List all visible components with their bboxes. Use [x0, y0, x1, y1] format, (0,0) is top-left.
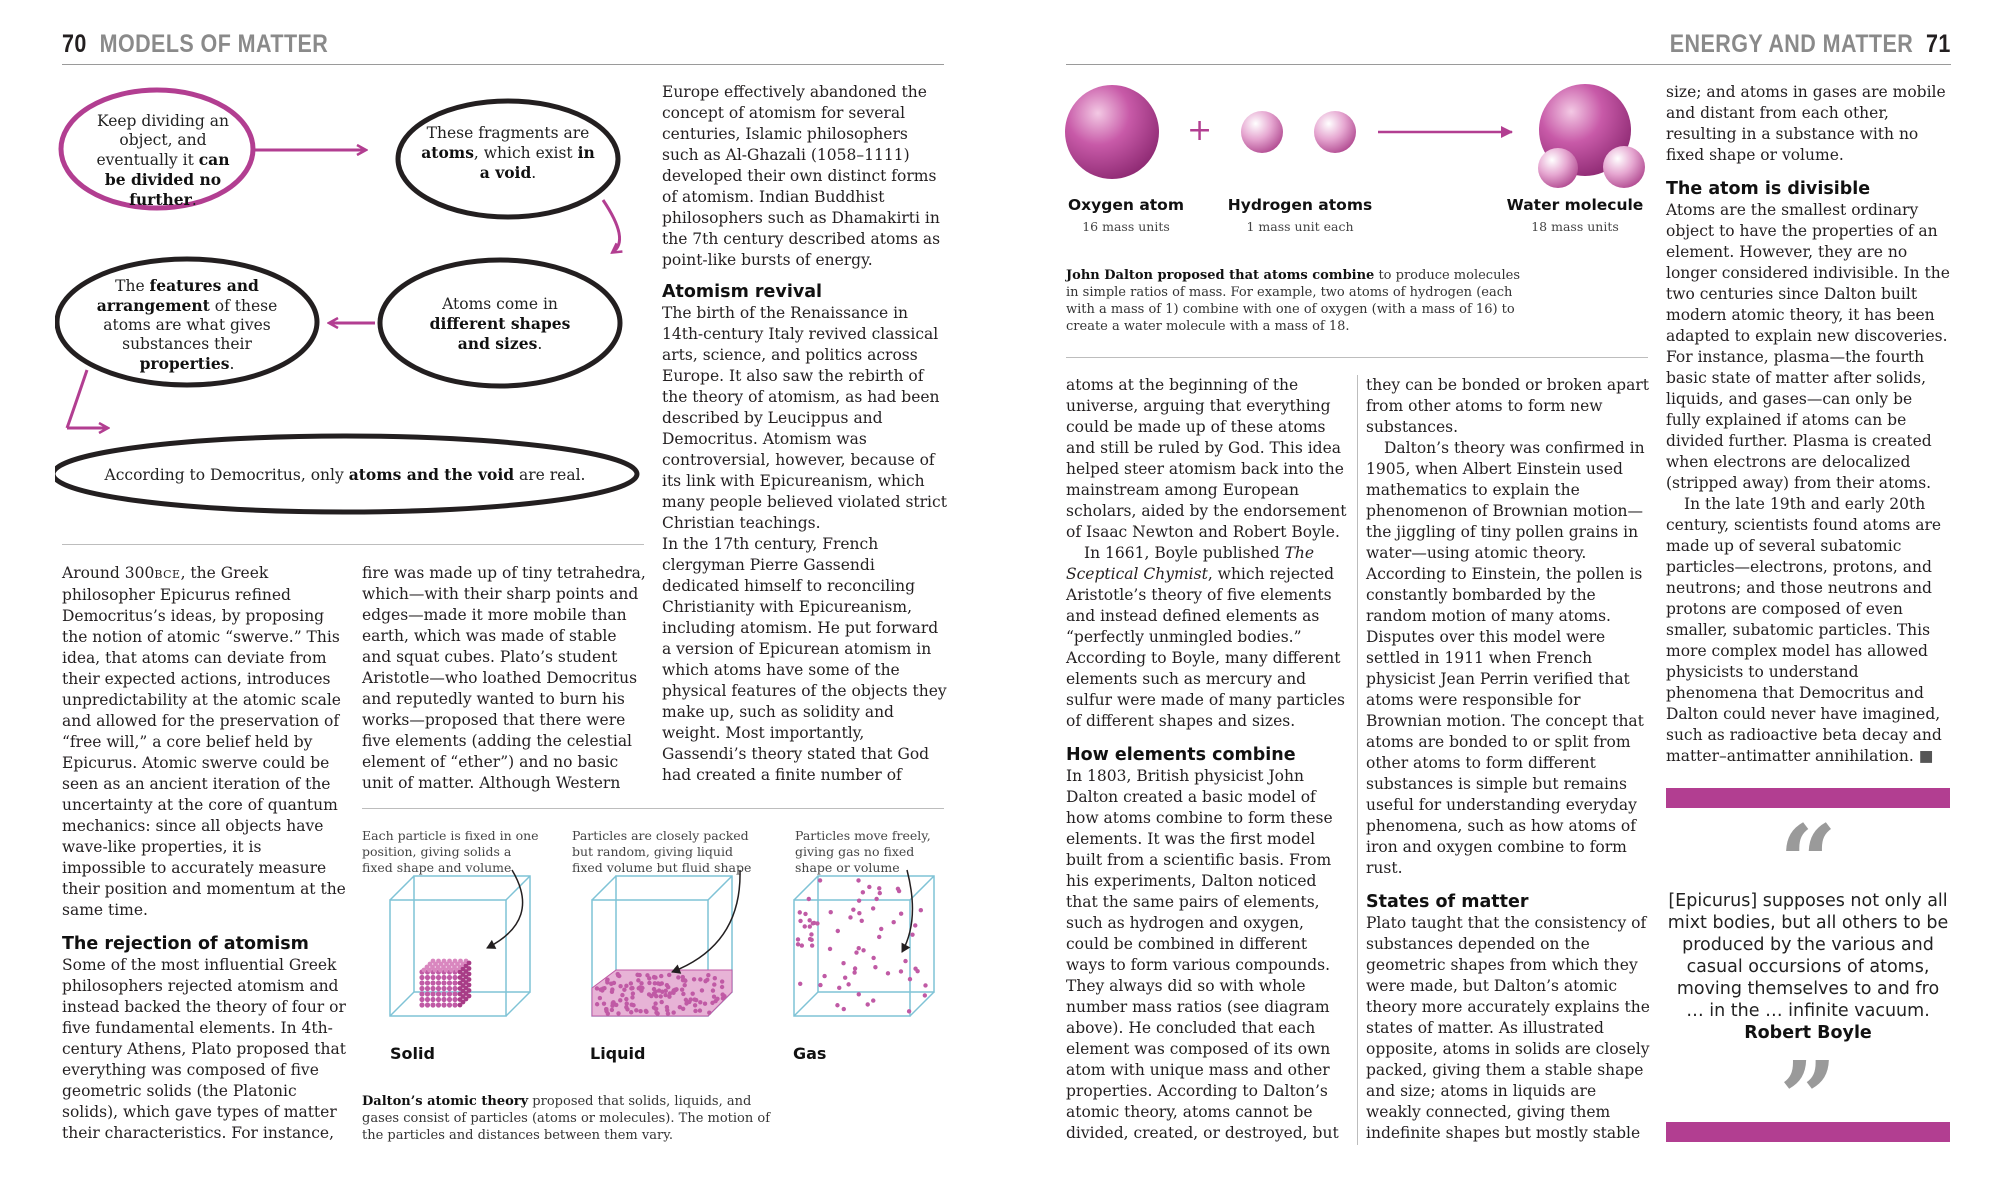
particle: [610, 987, 614, 991]
particle: [851, 907, 855, 911]
particle: [441, 991, 446, 996]
particle: [611, 1000, 615, 1004]
particle: [419, 997, 424, 1002]
particle: [693, 1003, 697, 1007]
page-header-right: [1670, 30, 1951, 59]
paragraph: Plato taught that the consistency of substances depended on the geometric shapes from which they were made, but Dalton’s atomic theory more accurately explains the states of matter. As illustrated opposite, atoms in solids are closely packed, giving them a stable shape and size; atoms in liquids are weakly connected, giving them indefinite shapes but mostly stable: [1366, 914, 1650, 1142]
particle: [625, 1001, 629, 1005]
particle: [688, 997, 692, 1001]
page-number-right: 71: [1926, 30, 1951, 58]
particle: [808, 937, 812, 941]
liquid-note: Particles are closely packed but random, giving liquid fixed volume but fluid shape: [572, 828, 752, 875]
particle: [634, 1008, 638, 1012]
particle: [676, 975, 680, 979]
particle: [818, 983, 822, 987]
particle: [798, 910, 802, 914]
particle: [815, 921, 819, 925]
particle: [891, 920, 895, 924]
flow-bubble-3-text: The features and arrangement of these atoms are what gives substances their properties.: [96, 276, 278, 373]
particle: [692, 997, 696, 1001]
paragraph: fire was made up of tiny tetrahedra, which—with their sharp points and edges—made it more mobile than earth, which was made of stable and squat cubes. Plato’s student Aristotle—who loathed Democritus and reputedly wanted to burn his works—proposed that there were five elements (adding the celestial element of “ether”) and no basic unit of matter. Although Western: [362, 564, 646, 792]
particle: [856, 878, 860, 882]
hydrogen-mass: 1 mass unit each: [1246, 219, 1354, 234]
particle: [447, 1002, 452, 1007]
particle: [467, 994, 472, 999]
particle: [803, 912, 807, 916]
particle: [430, 980, 435, 985]
particle: [857, 911, 861, 915]
particle: [629, 1002, 633, 1006]
particle: [452, 1002, 457, 1007]
particle: [857, 898, 861, 902]
particle: [807, 897, 811, 901]
particle: [810, 943, 814, 947]
particle: [638, 985, 642, 989]
particle: [655, 1011, 659, 1015]
particle: [441, 975, 446, 980]
particle: [886, 971, 890, 975]
particle: [419, 980, 424, 985]
particle: [712, 982, 716, 986]
particle: [867, 885, 871, 889]
particle: [595, 986, 599, 990]
particle: [913, 923, 917, 927]
liquid-note-arrow: [672, 870, 740, 972]
body-column-3: [662, 82, 947, 786]
particle: [674, 987, 678, 991]
particle: [811, 921, 815, 925]
particle: [843, 975, 847, 979]
oxygen-atom: [1065, 85, 1159, 179]
paragraph: atoms at the beginning of the universe, arguing that everything could be made up of these atoms and still be ruled by God. This idea helped steer atomism back into the mainstream among European scholars, aided by the endorsement of Isaac Newton and Robert Boyle.: [1066, 376, 1347, 541]
particle: [703, 1002, 707, 1006]
particle: [631, 991, 635, 995]
flow-arrow-2: [603, 200, 620, 252]
water-hydrogen-2: [1603, 146, 1645, 188]
particle: [720, 992, 724, 996]
particle: [808, 924, 812, 928]
particle: [653, 1006, 657, 1010]
particle: [436, 991, 441, 996]
particle: [683, 979, 687, 983]
particle: [630, 995, 634, 999]
particle: [907, 1009, 911, 1013]
particle: [447, 986, 452, 991]
header-rule-left: [62, 64, 944, 65]
particle: [467, 988, 472, 993]
gas-container: [794, 876, 934, 1016]
particle: [419, 991, 424, 996]
particle: [671, 1010, 675, 1014]
particle: [873, 965, 877, 969]
water-hydrogen-1: [1538, 148, 1578, 188]
particle: [822, 974, 826, 978]
particle: [698, 1000, 702, 1004]
column-divider: [1357, 375, 1358, 1145]
particle: [616, 1011, 620, 1015]
gas-note-arrow: [902, 870, 912, 952]
particle: [467, 966, 472, 971]
particle: [681, 992, 685, 996]
particle: [624, 997, 628, 1001]
particle: [861, 948, 865, 952]
particle: [436, 980, 441, 985]
particle: [835, 1003, 839, 1007]
particle: [629, 981, 633, 985]
particle: [796, 942, 800, 946]
particle: [720, 985, 724, 989]
particle: [659, 974, 663, 978]
particle: [682, 983, 686, 987]
particle: [447, 980, 452, 985]
paragraph: Around 300BCE, the Greek philosopher Epicurus refined Democritus’s ideas, by proposing the notion of atomic “swerve.” This idea, that atoms can deviate from their expected actions, introduces unpredictability at the atomic scale and allowed for the preservation of “free will,” a core belief held by Epicurus. Atomic swerve could be seen as an ancient iteration of the uncertainty at the core of quantum mechanics: since all objects have wave-like properties, it is impossible to accurately measure their position and momentum at the same time.: [62, 564, 346, 919]
particle: [690, 991, 694, 995]
flow-bubble-5-text: According to Democritus, only atoms and the void are real.: [104, 465, 586, 484]
particle: [710, 1001, 714, 1005]
body-column-4: [1066, 375, 1351, 1144]
solid-particles: [419, 959, 471, 1008]
particle: [854, 950, 858, 954]
particle: [707, 1011, 711, 1015]
particle: [846, 982, 850, 986]
particle: [430, 986, 435, 991]
subheading-states-of-matter: States of matter: [1366, 892, 1529, 912]
end-mark: ■: [1918, 747, 1934, 765]
particle: [653, 1001, 657, 1005]
particle: [647, 992, 651, 996]
particle: [857, 946, 861, 950]
particle: [441, 1002, 446, 1007]
particle: [606, 1011, 610, 1015]
particle: [598, 996, 602, 1000]
particle: [692, 977, 696, 981]
particle: [910, 932, 914, 936]
particle: [419, 986, 424, 991]
particle: [871, 998, 875, 1002]
particle: [452, 975, 457, 980]
body-column-2: [362, 563, 647, 794]
particle: [828, 947, 832, 951]
particle: [658, 982, 662, 986]
hydrogen-atom-2: [1314, 111, 1356, 153]
particle: [436, 975, 441, 980]
particle: [903, 959, 907, 963]
solid-note: Each particle is fixed in one position, giving solids a fixed shape and volume: [362, 828, 539, 875]
flow-arrow-4: [67, 370, 87, 428]
particle: [660, 990, 664, 994]
header-rule-right: [1066, 64, 1951, 65]
particle: [652, 975, 656, 979]
paragraph: Atoms are the smallest ordinary object to have the properties of an element. However, they are no longer considered indivisible. In the two centuries since Dalton built modern atomic theory, it has been adapted to explain new discoveries. For instance, plasma—the fourth basic state of matter after solids, liquids, and gases—can only be fully explained if atoms can be divided further. Plasma is created when electrons are delocalized (stripped away) from their atoms.: [1666, 201, 1950, 492]
particle: [698, 1008, 702, 1012]
particle: [425, 1002, 430, 1007]
particle: [441, 980, 446, 985]
particle: [647, 981, 651, 985]
quote-bar-top: [1666, 788, 1950, 808]
flow-bubble-1-text: Keep dividing an object, and eventually it can be divided no further.: [96, 112, 230, 209]
particle: [644, 1009, 648, 1013]
particle: [796, 937, 800, 941]
particle: [666, 1011, 670, 1015]
particle: [879, 927, 883, 931]
particle: [604, 1007, 608, 1011]
particle: [807, 918, 811, 922]
water-molecule-illustration: [1060, 80, 1660, 200]
particle: [654, 994, 658, 998]
subheading-rejection: The rejection of atomism: [62, 934, 309, 954]
particle: [874, 897, 878, 901]
particle: [638, 1009, 642, 1013]
particle: [637, 973, 641, 977]
gas-label: Gas: [793, 1044, 827, 1063]
particle: [595, 1002, 599, 1006]
hydrogen-label: Hydrogen atoms: [1227, 196, 1373, 214]
paragraph: In 1661, Boyle published The Sceptical Chymist, which rejected Aristotle’s theory of five elements and instead defined elements as “perfectly unmingled bodies.” According to Boyle, many different elements such as mercury and sulfur were made of many particles of different shapes and sizes.: [1066, 544, 1345, 730]
flow-bubble-4-text: Atoms come in different shapes and sizes.: [429, 295, 571, 353]
water-label: Water molecule: [1506, 196, 1644, 214]
particle: [720, 979, 724, 983]
water-mass: 18 mass units: [1531, 219, 1619, 234]
subheading-atom-divisible: The atom is divisible: [1666, 179, 1871, 199]
particle: [837, 986, 841, 990]
particle: [447, 991, 452, 996]
particle: [622, 988, 626, 992]
molecule-rule: [1066, 357, 1648, 358]
particle: [842, 1007, 846, 1011]
particle: [425, 991, 430, 996]
particle: [848, 915, 852, 919]
oxygen-label: Oxygen atom: [1068, 196, 1184, 214]
solid-label: Solid: [390, 1044, 435, 1063]
particle: [853, 966, 857, 970]
particle: [713, 976, 717, 980]
particle: [425, 997, 430, 1002]
pull-quote: [1666, 890, 1950, 1044]
particle: [711, 988, 715, 992]
particle: [841, 961, 845, 965]
particle: [598, 987, 602, 991]
particle: [467, 983, 472, 988]
paragraph: Some of the most influential Greek philosophers rejected atomism and instead backed the theory of four or five fundamental elements. In 4th-century Athens, Plato proposed that everything was composed of five geometric solids (the Platonic solids), which gave types of matter their characteristics. For instance,: [62, 956, 346, 1142]
particle: [430, 975, 435, 980]
particle: [899, 912, 903, 916]
particle: [829, 910, 833, 914]
particle: [818, 878, 822, 882]
particle: [680, 987, 684, 991]
particle: [436, 1002, 441, 1007]
particle: [452, 980, 457, 985]
particle: [605, 977, 609, 981]
particle: [721, 996, 725, 1000]
particle: [899, 969, 903, 973]
particle: [612, 981, 616, 985]
particle: [809, 932, 813, 936]
particle: [919, 908, 923, 912]
particle: [645, 973, 649, 977]
particle: [803, 924, 807, 928]
particle: [659, 994, 663, 998]
oxygen-mass: 16 mass units: [1082, 219, 1170, 234]
paragraph: In the 17th century, French clergyman Pierre Gassendi dedicated himself to reconciling Christianity with Epicureanism, including atomism. He put forward a version of Epicurean atomism in which atoms have some of the physical features of the objects they make up, such as solidity and weight. Most importantly, Gassendi’s theory stated that God had created a finite number of: [662, 535, 947, 784]
particle: [667, 973, 671, 977]
particle: [419, 975, 424, 980]
open-quote-icon: “: [1779, 812, 1837, 882]
running-title-left: MODELS OF MATTER: [99, 30, 329, 58]
particle: [636, 978, 640, 982]
hydrogen-atom-1: [1241, 111, 1283, 153]
particle: [602, 1001, 606, 1005]
paragraph: In the late 19th and early 20th century, scientists found atoms are made up of several subatomic particles—electrons, protons, and neutrons; and those neutrons and protons are composed of even smaller, subatomic particles. This more complex model has allowed physicists to understand phenomena that Democritus and Dalton could never have imagined, such as radioactive beta decay and matter–antimatter annihilation. ■: [1666, 495, 1942, 765]
solid-note-arrow: [487, 870, 523, 948]
particle: [618, 998, 622, 1002]
particle: [610, 1008, 614, 1012]
particle: [467, 972, 472, 977]
paragraph: they can be bonded or broken apart from other atoms to form new substances.: [1366, 376, 1649, 436]
particle: [452, 997, 457, 1002]
particle: [436, 997, 441, 1002]
paragraph: Dalton’s theory was confirmed in 1905, when Albert Einstein used mathematics to explain the phenomenon of Brownian motion—the jiggling of tiny pollen grains in water—using atomic theory. According to Einstein, the pollen is constantly bombarded by the random motion of many atoms. Disputes over this model were settled in 1911 when French physicist Jean Perrin verified that atoms were responsible for Brownian motion. The concept that atoms are bonded to or split from other atoms to form different substances is simple but remains useful for understanding everyday phenomena, such as how atoms of iron and oxygen combine to form rust.: [1366, 439, 1645, 877]
particle: [857, 992, 861, 996]
particle: [630, 986, 634, 990]
running-title-right: ENERGY AND MATTER: [1669, 30, 1914, 58]
particle: [419, 1002, 424, 1007]
particle: [861, 890, 865, 894]
page-number-left: 70: [62, 30, 87, 58]
states-caption: Dalton’s atomic theory proposed that solids, liquids, and gases consist of particles (atoms or molecules). The motion of the particles and distances between them vary.: [362, 1094, 771, 1143]
body-column-6: [1666, 82, 1950, 767]
pull-quote-source: Robert Boyle: [1744, 1023, 1872, 1043]
particle: [663, 993, 667, 997]
particle: [877, 935, 881, 939]
particle: [452, 991, 457, 996]
particle: [620, 993, 624, 997]
particle: [447, 997, 452, 1002]
states-of-matter-illustration: [362, 860, 952, 1040]
particle: [447, 975, 452, 980]
particle: [700, 988, 704, 992]
subheading-how-elements-combine: How elements combine: [1066, 745, 1296, 765]
particle: [624, 984, 628, 988]
particle: [467, 977, 472, 982]
particle: [800, 943, 804, 947]
subheading-atomism-revival: Atomism revival: [662, 282, 823, 302]
close-quote-icon: ”: [1779, 1048, 1837, 1108]
gas-particles: [796, 878, 928, 1013]
particle: [860, 919, 864, 923]
particle: [693, 1009, 697, 1013]
particle: [877, 886, 881, 890]
particle: [703, 979, 707, 983]
particle: [698, 977, 702, 981]
particle: [425, 986, 430, 991]
particle: [866, 1002, 870, 1006]
particle: [798, 982, 802, 986]
particle: [441, 997, 446, 1002]
particle: [897, 889, 901, 893]
gas-note: Particles move freely, giving gas no fixed shape or volume: [795, 828, 931, 875]
particle: [652, 987, 656, 991]
body-column-1: [62, 563, 347, 1144]
particle: [430, 997, 435, 1002]
particle: [430, 991, 435, 996]
paragraph: In 1803, British physicist John Dalton created a basic model of how atoms combine to form these elements. It was the first model built from a scientific basis. From his experiments, Dalton noticed that the same pairs of elements, such as hydrogen and oxygen, could be combined in different ways to form various compounds. They always did so with whole number mass ratios (see diagram above). He concluded that each element was composed of its own atom with unique mass and other properties. According to Dalton’s atomic theory, atoms cannot be divided, created, or destroyed, but: [1066, 767, 1339, 1142]
particle: [923, 993, 927, 997]
particle: [616, 972, 620, 976]
particle: [706, 973, 710, 977]
paragraph: The birth of the Renaissance in 14th-century Italy revived classical arts, science, and politics across Europe. It also saw the rebirth of the theory of atomism, as had been described by Leucippus and Democritus. Atomism was controversial, however, because of its link with Epicureanism, which many people believed violated strict Christian teachings.: [662, 304, 947, 532]
paragraph: Europe effectively abandoned the concept of atomism for several centuries, Islamic philosophers such as Al-Ghazali (1058–1111) developed their own distinct forms of atomism. Indian Buddhist philosophers such as Dhamakirti in the 7th century described atoms as point-like bursts of energy.: [662, 83, 941, 269]
particle: [878, 891, 882, 895]
particle: [665, 983, 669, 987]
particle: [678, 1005, 682, 1009]
states-rule: [362, 808, 944, 809]
particle: [871, 906, 875, 910]
particle: [441, 986, 446, 991]
body-column-5: [1366, 375, 1650, 1144]
particle: [467, 961, 472, 966]
particle: [629, 1010, 633, 1014]
particle: [430, 1002, 435, 1007]
flow-bubble-2-text: These fragments are atoms, which exist in a void.: [421, 124, 595, 182]
particle: [798, 919, 802, 923]
molecule-caption: John Dalton proposed that atoms combine to produce molecules in simple ratios of mass. For example, two atoms of hydrogen (each with a mass of 1) combine with one of oxygen (with a mass of 16) to create a water molecule with a mass of 18.: [1066, 268, 1520, 334]
particle: [618, 984, 622, 988]
particle: [908, 977, 912, 981]
particle: [715, 997, 719, 1001]
particle: [425, 975, 430, 980]
pull-quote-text: [Epicurus] supposes not only all mixt bodies, but all others to be produced by the various and casual occursions of atoms, moving themselves to and fro … in the … infinite vacuum.: [1667, 891, 1949, 1021]
particle: [923, 983, 927, 987]
particle: [452, 986, 457, 991]
liquid-label: Liquid: [590, 1044, 646, 1063]
particle: [871, 956, 875, 960]
plus-sign: +: [1187, 113, 1213, 148]
page-header-left: [62, 30, 328, 59]
particle: [915, 969, 919, 973]
paragraph: size; and atoms in gases are mobile and distant from each other, resulting in a substance with no fixed shape or volume.: [1666, 83, 1946, 164]
diagram-rule-left: [62, 544, 644, 545]
particle: [436, 986, 441, 991]
particle: [425, 980, 430, 985]
particle: [852, 970, 856, 974]
quote-bar-bottom: [1666, 1122, 1950, 1142]
particle: [836, 929, 840, 933]
particle: [667, 994, 671, 998]
particle: [659, 1000, 663, 1004]
